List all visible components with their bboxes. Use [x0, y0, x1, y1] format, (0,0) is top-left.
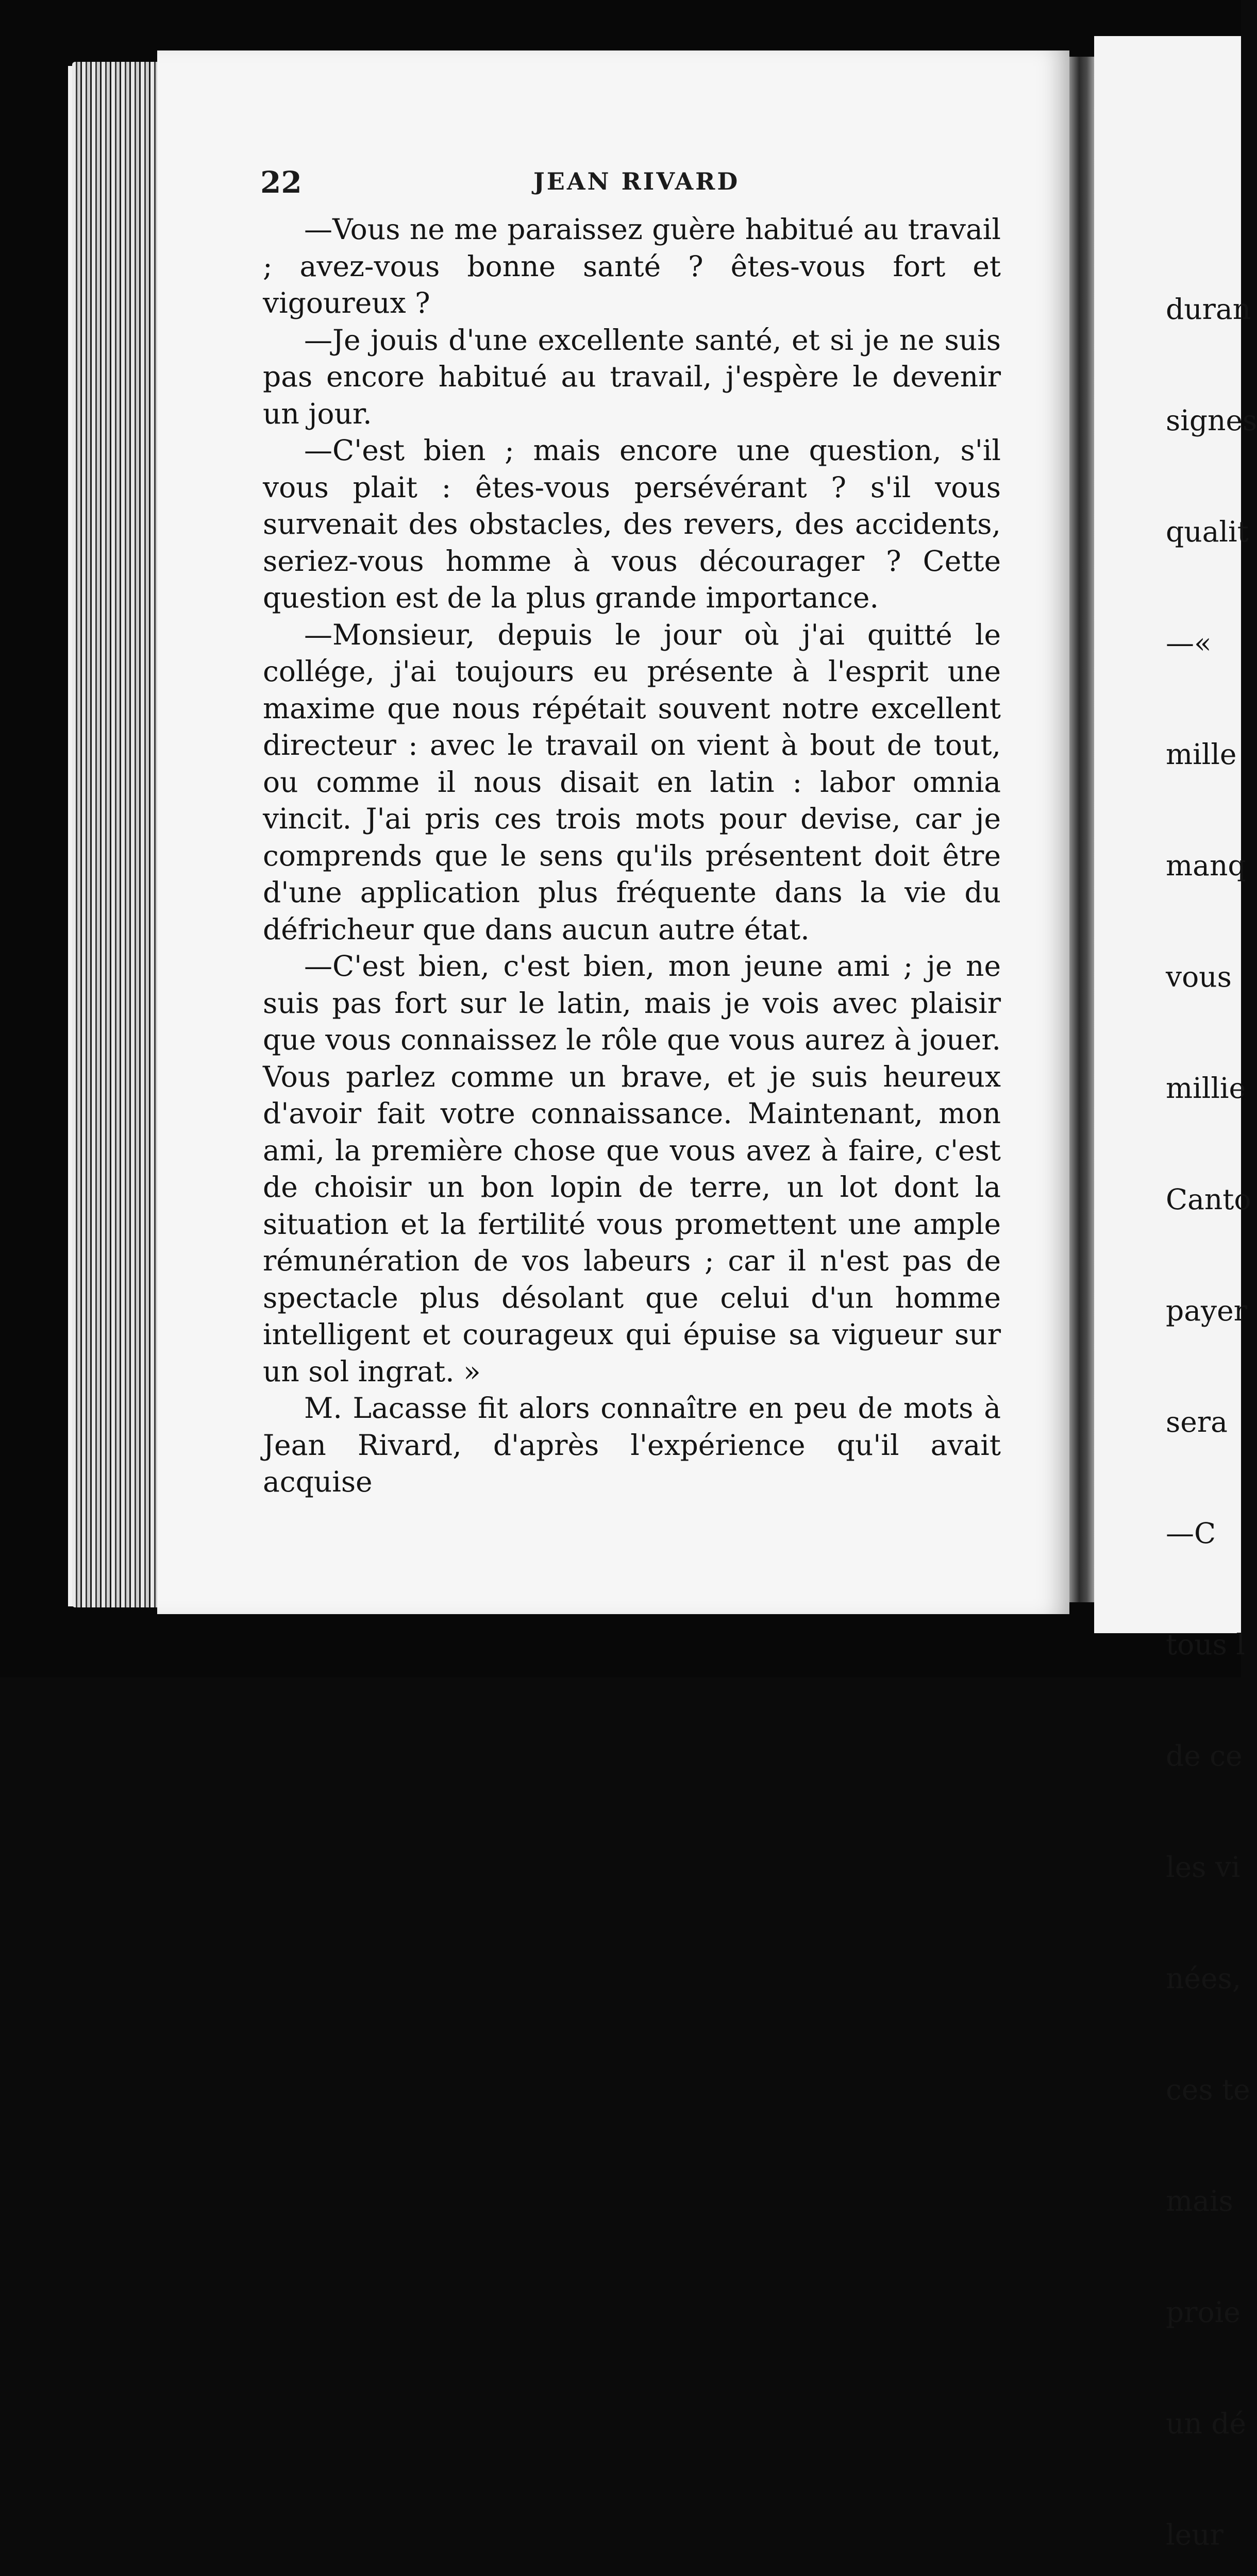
right-line: sera: [1166, 1405, 1228, 1438]
paragraph-4: —Monsieur, depuis le jour où j'ai quitté le collége, j'ai toujours eu présente à l'esprit une maxime que nous répétait souvent notre excellent directeur : avec le travail on vient à bout de tout, ou comme il nous disait en latin : labor omnia vincit. J'ai pris ces trois mots pour devise, car je comprends que le sens qu'ils présentent doit être d'une application plus fréquente dans la vie du défricheur que dans aucun autre état.: [263, 618, 1001, 946]
body-text: [263, 211, 1001, 1501]
right-line: millie: [1166, 1072, 1246, 1105]
running-head: JEAN RIVARD: [533, 167, 740, 195]
right-line: proie: [1166, 2296, 1241, 2329]
paragraph-6: M. Lacasse fit alors connaître en peu de mots à Jean Rivard, d'après l'expérience qu'il avait acquise: [263, 1392, 1001, 1498]
right-line: qualit: [1166, 515, 1249, 548]
right-line: nées,: [1166, 1962, 1242, 1995]
right-line: leur: [1166, 2518, 1224, 2551]
stacked-page-edges: [72, 62, 162, 1607]
right-line: mais: [1166, 2184, 1233, 2217]
right-line: duran: [1166, 293, 1251, 326]
right-line: payer: [1166, 1294, 1247, 1327]
right-page-text: [1166, 216, 1257, 2576]
right-line: vous: [1166, 960, 1232, 993]
paragraph-1: —Vous ne me paraissez guère habitué au travail ; avez-vous bonne santé ? êtes-vous fort et vigoureux ?: [263, 213, 1001, 319]
paragraph-2: —Je jouis d'une excellente santé, et si je ne suis pas encore habitué au travail, j'espère le devenir un jour.: [263, 323, 1001, 430]
right-line: Canto: [1166, 1183, 1251, 1216]
right-line: un dé: [1166, 2407, 1247, 2440]
right-line: ces te: [1166, 2073, 1250, 2106]
right-line: signes: [1166, 404, 1257, 437]
paragraph-3: —C'est bien ; mais encore une question, s'il vous plait : êtes-vous persévérant ? s'il vous survenait des obstacles, des revers, des accidents, seriez-vous homme à vous décourager ? Cette question est de la plus grande importance.: [263, 434, 1001, 614]
right-line: mille: [1166, 738, 1237, 771]
paragraph-5: —C'est bien, c'est bien, mon jeune ami ; je ne suis pas fort sur le latin, mais je vois avec plaisir que vous connaissez le rôle que vous aurez à jouer. Vous parlez comme un brave, et je suis heureux d'avoir fait votre connaissance. Maintenant, mon ami, la première chose que vous avez à faire, c'est de choisir un bon lopin de terre, un lot dont la situation et la fertilité vous promettent une ample rémunération de vos labeurs ; car il n'est pas de spectacle plus désolant que celui d'un homme intelligent et courageux qui épuise sa vigueur sur un sol ingrat. »: [263, 950, 1001, 1388]
right-line: manq: [1166, 849, 1246, 882]
right-line: tous l: [1166, 1628, 1245, 1661]
right-line: —C: [1166, 1517, 1216, 1550]
right-line: les vi: [1166, 1851, 1241, 1884]
book-gutter: [1069, 57, 1094, 1602]
page-number: 22: [260, 165, 302, 200]
right-line: —«: [1166, 626, 1212, 659]
right-line: de ce: [1166, 1739, 1243, 1772]
